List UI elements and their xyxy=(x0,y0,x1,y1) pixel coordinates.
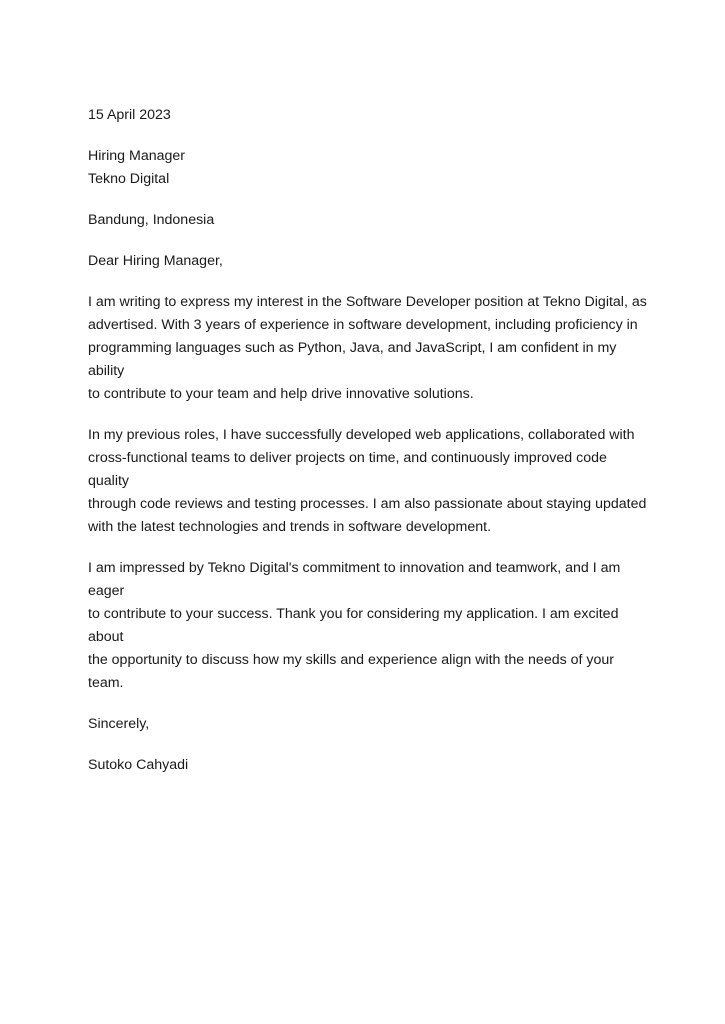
paragraph-line: cross-functional teams to deliver projects on time, and continuously improved code quality xyxy=(88,450,607,489)
salutation-text: Dear Hiring Manager, xyxy=(88,253,223,269)
salutation xyxy=(88,250,648,273)
paragraph-line: advertised. With 3 years of experience in software development, including proficiency in xyxy=(88,317,638,333)
paragraph-line: I am impressed by Tekno Digital's commitment to innovation and teamwork, and I am eager xyxy=(88,560,621,599)
recipient-title: Hiring Manager xyxy=(88,148,185,164)
paragraph-line: the opportunity to discuss how my skills and experience align with the needs of your team. xyxy=(88,652,615,691)
recipient-location xyxy=(88,209,648,232)
cover-letter xyxy=(88,104,648,795)
paragraph-line: to contribute to your team and help drive innovative solutions. xyxy=(88,386,474,402)
letter-date xyxy=(88,104,648,127)
paragraph-line: with the latest technologies and trends in software development. xyxy=(88,519,492,535)
paragraph-line: through code reviews and testing processes. I am also passionate about staying updated xyxy=(88,496,647,512)
recipient-company: Tekno Digital xyxy=(88,171,170,187)
body-paragraph-1 xyxy=(88,291,648,406)
paragraph-line: programming languages such as Python, Java, and JavaScript, I am confident in my ability xyxy=(88,340,617,379)
date-text: 15 April 2023 xyxy=(88,107,171,123)
body-paragraph-3 xyxy=(88,557,648,695)
signature xyxy=(88,754,648,777)
paragraph-line: I am writing to express my interest in the Software Developer position at Tekno Digital, as xyxy=(88,294,647,310)
location-text: Bandung, Indonesia xyxy=(88,212,215,228)
paragraph-line: In my previous roles, I have successfully developed web applications, collaborated with xyxy=(88,427,635,443)
recipient-block xyxy=(88,145,648,191)
paragraph-line: to contribute to your success. Thank you for considering my application. I am excited about xyxy=(88,606,619,645)
closing xyxy=(88,713,648,736)
body-paragraph-2 xyxy=(88,424,648,539)
closing-text: Sincerely, xyxy=(88,716,150,732)
signature-name: Sutoko Cahyadi xyxy=(88,757,189,773)
